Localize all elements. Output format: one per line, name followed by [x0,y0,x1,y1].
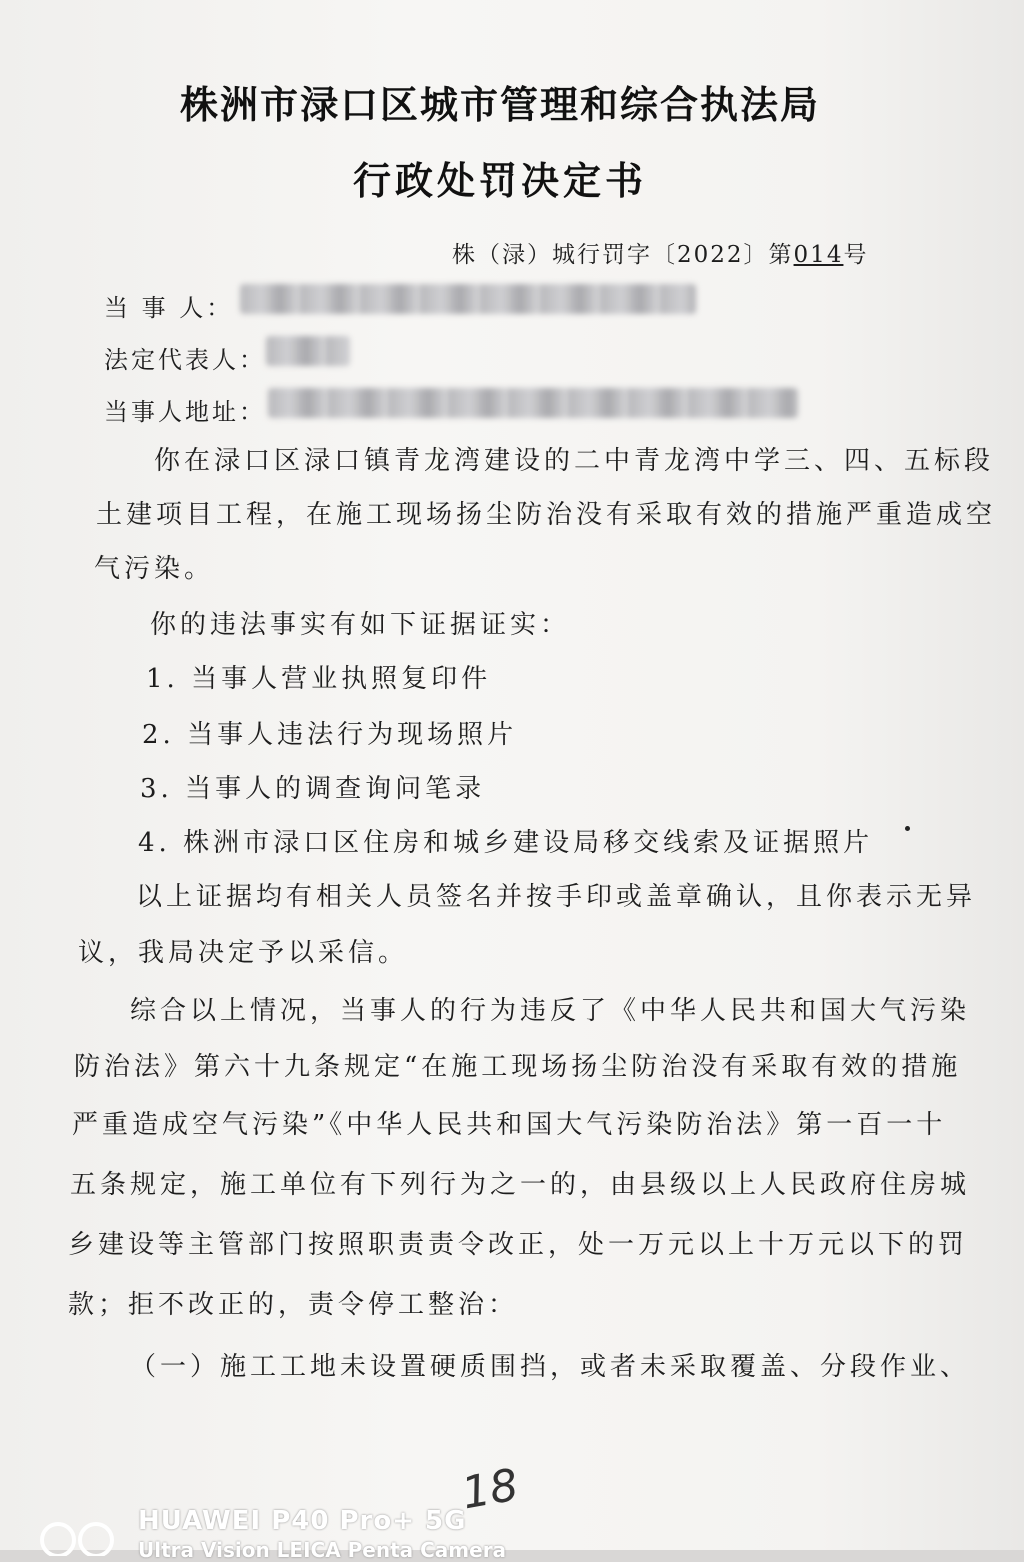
body-line: 款；拒不改正的，责令停工整治： [68,1290,519,1320]
legal-rep-redacted [266,336,350,366]
document-number [452,236,868,269]
body-line: （一）施工工地未设置硬质围挡，或者未采取覆盖、分段作业、 [130,1352,971,1382]
body-line: 综合以上情况，当事人的行为违反了《中华人民共和国大气污染 [130,996,971,1026]
document-number-prefix: 株（渌）城行罚字〔2022〕第 [452,242,794,268]
body-line: 以上证据均有相关人员签名并按手印或盖章确认，且你表示无异 [136,882,977,912]
party-name-redacted [240,284,696,314]
document-title-agency: 株洲市渌口区城市管理和综合执法局 [179,83,820,127]
address-redacted [268,388,798,418]
body-line: 议，我局决定予以采信。 [78,938,409,968]
ink-dot [905,826,910,831]
body-line: 防治法》第六十九条规定“在施工现场扬尘防治没有采取有效的措施 [74,1052,962,1082]
document-number-suffix: 号 [843,242,869,268]
body-line: 你在渌口区渌口镇青龙湾建设的二中青龙湾中学三、四、五标段 [154,446,995,476]
body-line: 气污染。 [94,554,215,584]
handwritten-page-number: 18 [457,1459,523,1520]
body-line: 乡建设等主管部门按照职责责令改正，处一万元以上十万元以下的罚 [68,1230,969,1260]
document-number-value: 014 [793,242,844,268]
evidence-item: 2. 当事人违法行为现场照片 [142,720,518,750]
evidence-item: 4. 株洲市渌口区住房和城乡建设局移交线索及证据照片 [138,828,874,858]
evidence-item: 3. 当事人的调查询问笔录 [140,774,486,804]
camera-watermark-lens: Ultra Vision LEICA Penta Camera [138,1538,507,1562]
evidence-item: 1. 当事人营业执照复印件 [146,664,492,694]
legal-rep-label: 法定代表人： [104,346,266,374]
body-line: 五条规定，施工单位有下列行为之一的，由县级以上人民政府住房城 [70,1170,971,1200]
body-line: 土建项目工程，在施工现场扬尘防治没有采取有效的措施严重造成空 [96,500,997,530]
body-line: 严重造成空气污染”《中华人民共和国大气污染防治法》第一百一十 [72,1110,947,1140]
document-title-type: 行政处罚决定书 [352,159,647,203]
address-label: 当事人地址： [104,398,266,426]
party-label: 当 事 人： [104,294,234,322]
camera-watermark-model: HUAWEI P40 Pro+ 5G [138,1506,467,1536]
camera-logo-icon [36,1516,136,1556]
body-line: 你的违法事实有如下证据证实： [150,610,571,640]
